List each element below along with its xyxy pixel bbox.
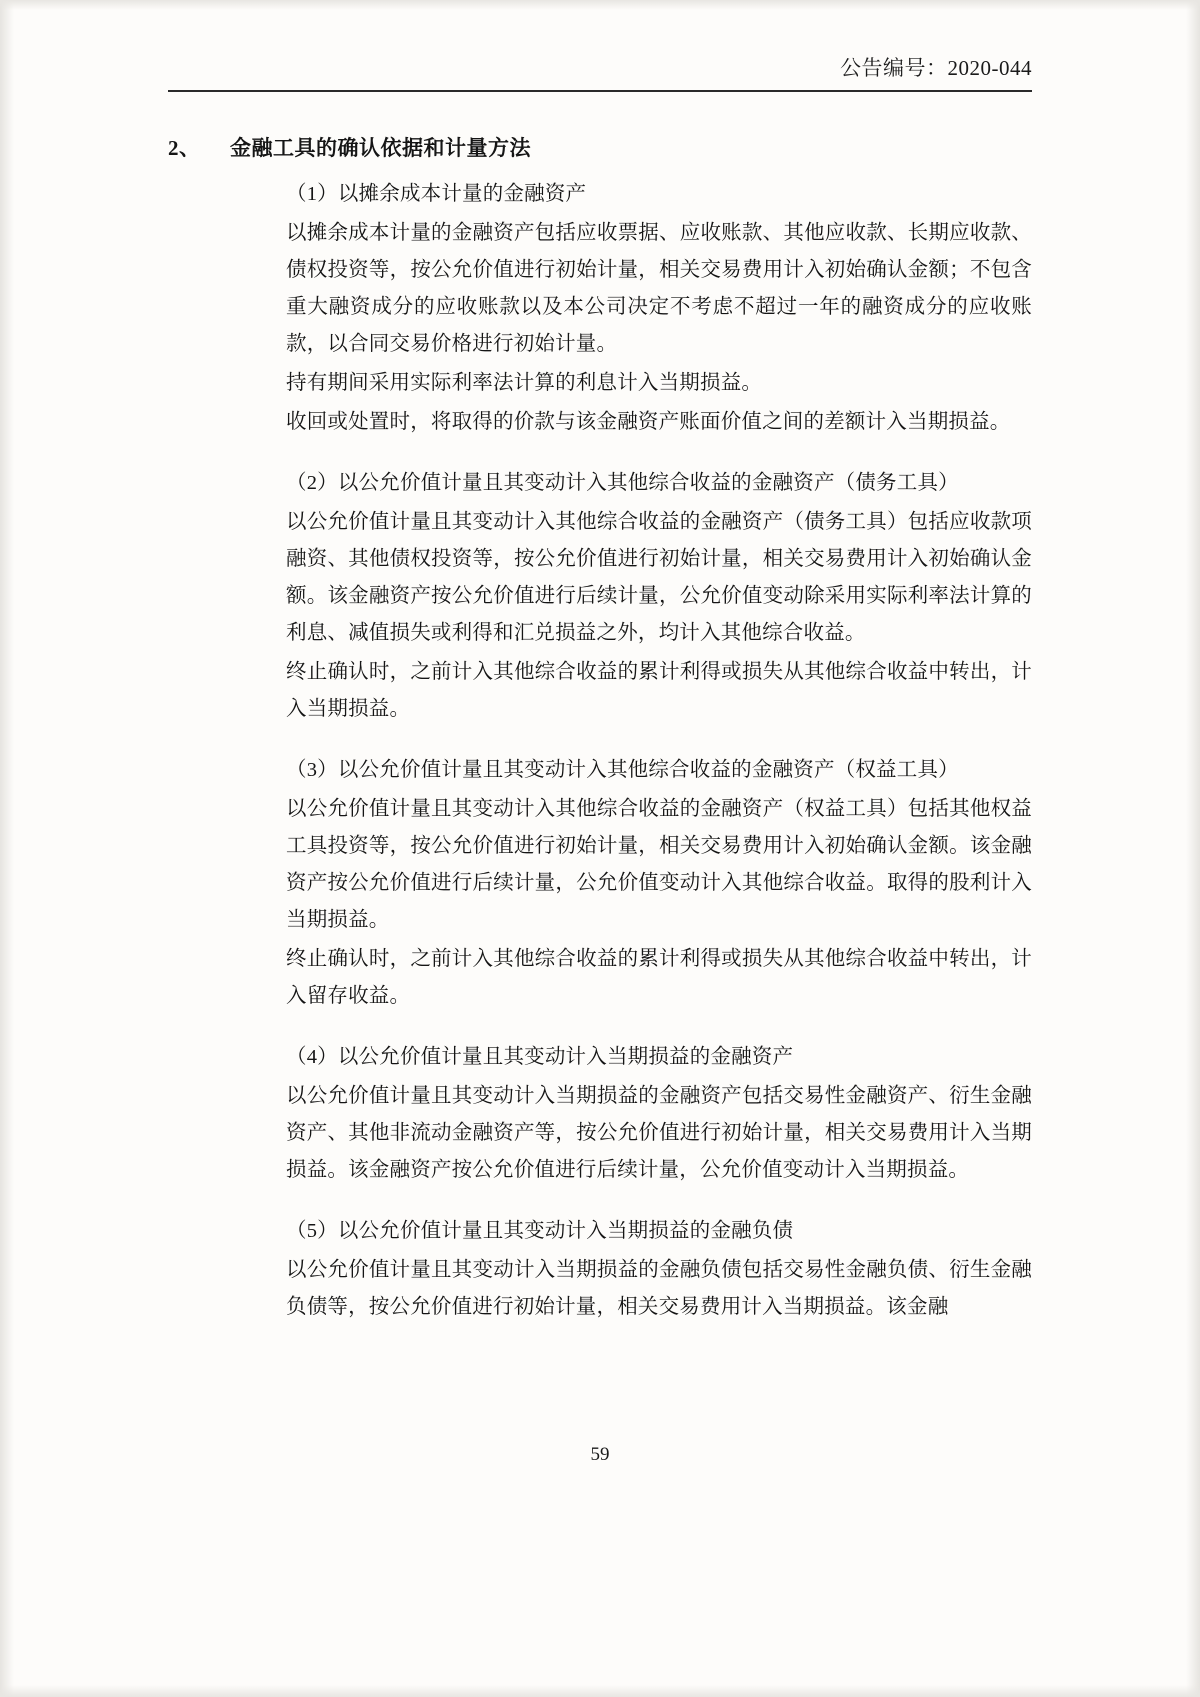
item-paragraph: 以公允价值计量且其变动计入其他综合收益的金融资产（权益工具）包括其他权益工具投资等，按公允价值进行初始计量，相关交易费用计入初始确认金额。该金融资产按公允价值进行后续计量，公允价值变动计入其他综合收益。取得的股利计入当期损益。 — [286, 798, 1032, 931]
page-edge-bottom — [0, 1685, 1200, 1697]
document-body — [168, 132, 1032, 1328]
section-title-text: 金融工具的确认依据和计量方法 — [230, 136, 531, 160]
item-heading: （5）以公允价值计量且其变动计入当期损益的金融负债 — [286, 1220, 794, 1242]
item-paragraph: 终止确认时，之前计入其他综合收益的累计利得或损失从其他综合收益中转出，计入当期损益。 — [286, 661, 1032, 720]
item-paragraph: 终止确认时，之前计入其他综合收益的累计利得或损失从其他综合收益中转出，计入留存收益。 — [286, 948, 1032, 1007]
item-paragraph: 以摊余成本计量的金融资产包括应收票据、应收账款、其他应收款、长期应收款、债权投资等，按公允价值进行初始计量，相关交易费用计入初始确认金额；不包含重大融资成分的应收账款以及本公司决定不考虑不超过一年的融资成分的应收账款，以合同交易价格进行初始计量。 — [286, 222, 1032, 355]
section-number: 2、 — [168, 136, 201, 160]
header-divider — [168, 90, 1032, 92]
announcement-number: 公告编号：2020-044 — [840, 56, 1032, 80]
page-edge-left — [0, 0, 14, 1697]
section-content — [286, 176, 1032, 1326]
page-edge-top — [0, 0, 1200, 10]
item-heading: （4）以公允价值计量且其变动计入当期损益的金融资产 — [286, 1046, 794, 1068]
item-heading: （2）以公允价值计量且其变动计入其他综合收益的金融资产（债务工具） — [286, 472, 959, 494]
item-heading: （1）以摊余成本计量的金融资产 — [286, 183, 587, 205]
paragraph-spacer — [286, 1191, 1032, 1213]
page-number: 59 — [590, 1444, 610, 1465]
item-heading: （3）以公允价值计量且其变动计入其他综合收益的金融资产（权益工具） — [286, 759, 959, 781]
item-paragraph: 持有期间采用实际利率法计算的利息计入当期损益。 — [286, 372, 763, 394]
paragraph-spacer — [286, 730, 1032, 752]
paragraph-spacer — [286, 1017, 1032, 1039]
item-paragraph: 以公允价值计量且其变动计入当期损益的金融资产包括交易性金融资产、衍生金融资产、其他非流动金融资产等，按公允价值进行初始计量，相关交易费用计入当期损益。该金融资产按公允价值进行后续计量，公允价值变动计入当期损益。 — [286, 1085, 1032, 1181]
page-edge-right — [1186, 0, 1200, 1697]
item-paragraph: 以公允价值计量且其变动计入当期损益的金融负债包括交易性金融负债、衍生金融负债等，按公允价值进行初始计量，相关交易费用计入当期损益。该金融 — [286, 1259, 1032, 1318]
item-paragraph: 以公允价值计量且其变动计入其他综合收益的金融资产（债务工具）包括应收款项融资、其他债权投资等，按公允价值进行初始计量，相关交易费用计入初始确认金额。该金融资产按公允价值进行后续计量，公允价值变动除采用实际利率法计算的利息、减值损失或利得和汇兑损益之外，均计入其他综合收益。 — [286, 511, 1032, 644]
paragraph-spacer — [286, 443, 1032, 465]
item-paragraph: 收回或处置时，将取得的价款与该金融资产账面价值之间的差额计入当期损益。 — [286, 411, 1011, 433]
section-heading — [168, 132, 1032, 162]
page-header — [168, 52, 1032, 82]
